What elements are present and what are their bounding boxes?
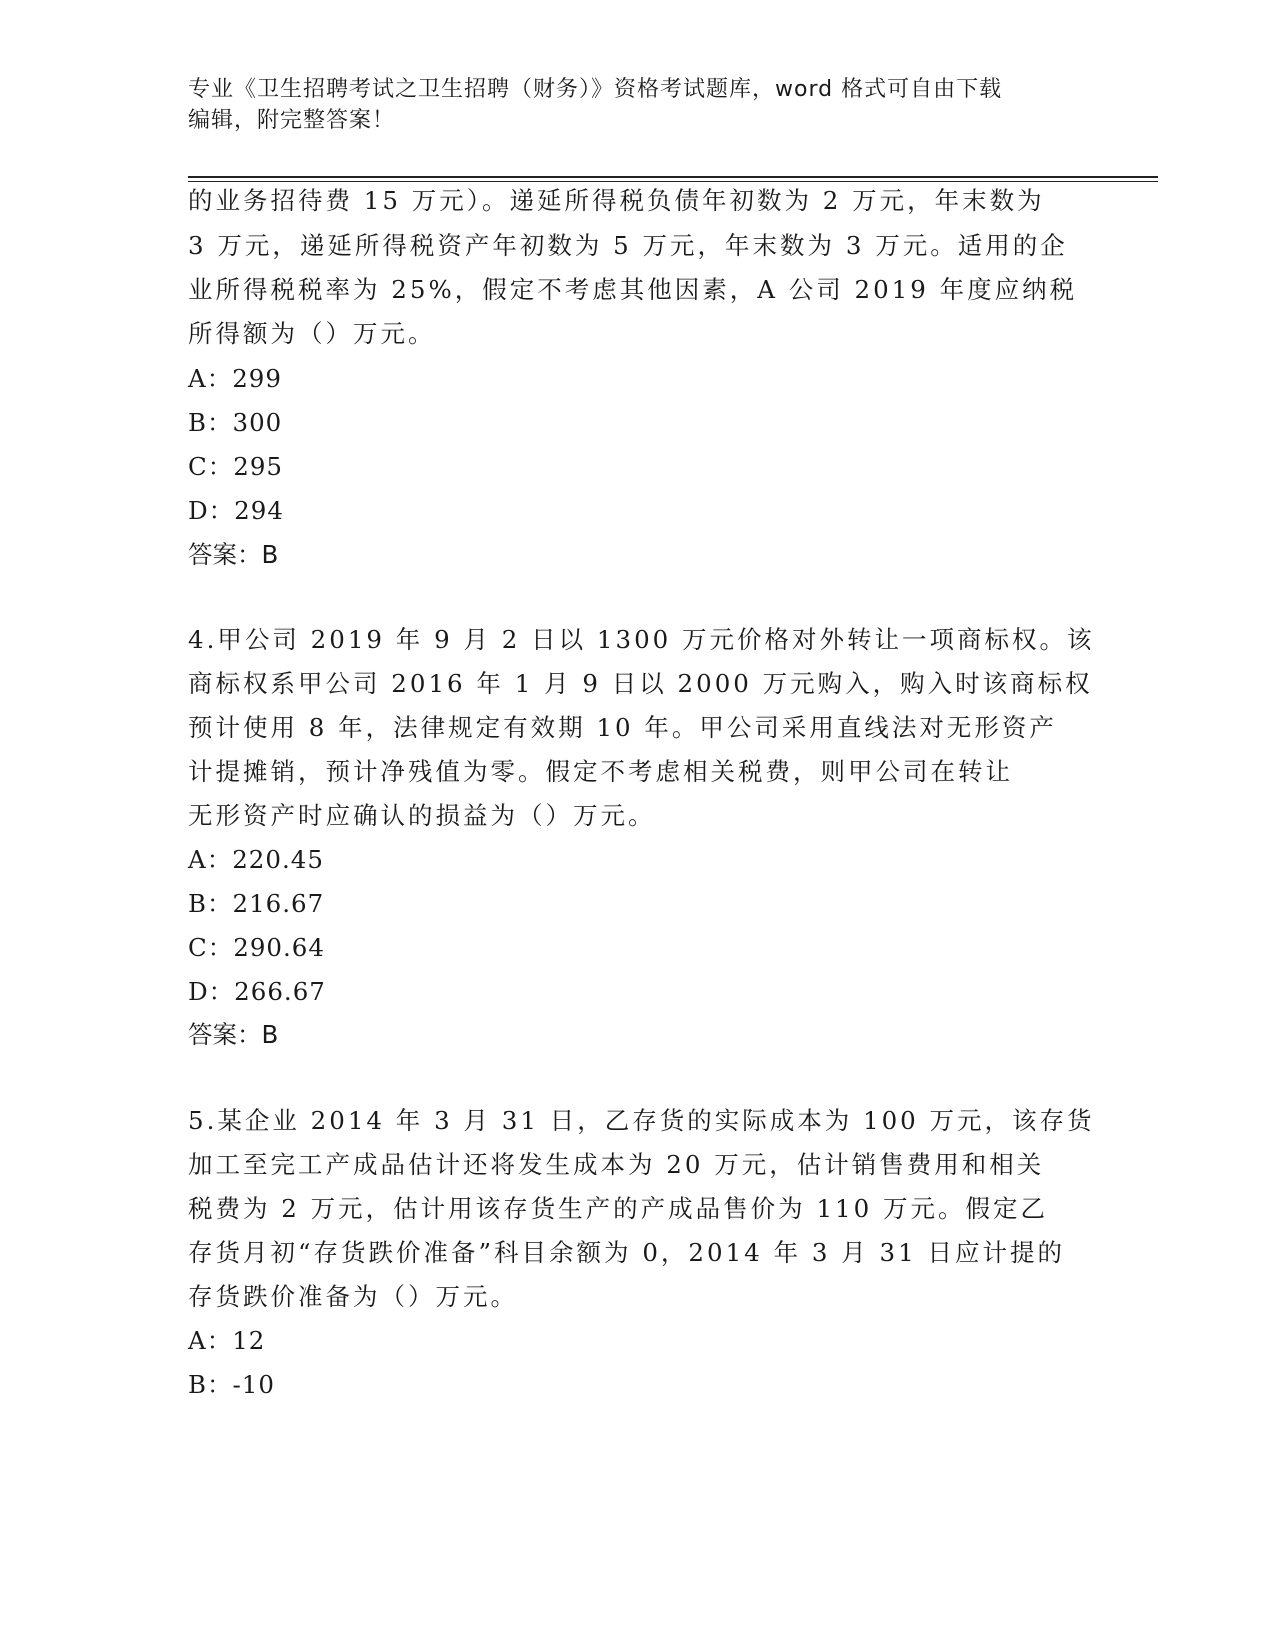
q5-stem-line-5: 存货跌价准备为（）万元。 bbox=[188, 1282, 518, 1311]
q4-option-c: C：290.64 bbox=[188, 933, 325, 962]
q4-answer: 答案：B bbox=[188, 1020, 279, 1049]
q5-option-b: B：-10 bbox=[188, 1370, 275, 1399]
q3-stem-line-2: 3 万元，递延所得税资产年初数为 5 万元，年末数为 3 万元。适用的企 bbox=[188, 231, 1068, 260]
q5-stem-line-4: 存货月初“存货跌价准备”科目余额为 0，2014 年 3 月 31 日应计提的 bbox=[188, 1238, 1065, 1267]
q5-stem-line-1: 5.某企业 2014 年 3 月 31 日，乙存货的实际成本为 100 万元，该存货 bbox=[188, 1106, 1095, 1135]
q4-option-d: D：266.67 bbox=[188, 977, 326, 1006]
q3-option-b: B：300 bbox=[188, 408, 283, 437]
q4-option-a: A：220.45 bbox=[188, 845, 324, 874]
q3-stem-line-4: 所得额为（）万元。 bbox=[188, 319, 436, 348]
q5-stem-line-2: 加工至完工产成品估计还将发生成本为 20 万元，估计销售费用和相关 bbox=[188, 1150, 1045, 1179]
q3-option-a: A：299 bbox=[188, 364, 282, 393]
q3-stem-line-3: 业所得税税率为 25%，假定不考虑其他因素，A 公司 2019 年度应纳税 bbox=[188, 275, 1078, 304]
q4-stem-line-3: 预计使用 8 年，法律规定有效期 10 年。甲公司采用直线法对无形资产 bbox=[188, 713, 1057, 742]
q4-stem-line-2: 商标权系甲公司 2016 年 1 月 9 日以 2000 万元购入，购入时该商标权 bbox=[188, 669, 1093, 698]
q4-stem-line-5: 无形资产时应确认的损益为（）万元。 bbox=[188, 801, 656, 830]
header-line-2: 编辑，附完整答案！ bbox=[188, 108, 396, 133]
q5-stem-line-3: 税费为 2 万元，估计用该存货生产的产成品售价为 110 万元。假定乙 bbox=[188, 1194, 1048, 1223]
q3-stem-line-1: 的业务招待费 15 万元）。递延所得税负债年初数为 2 万元，年末数为 bbox=[188, 186, 1045, 215]
q4-stem-line-4: 计提摊销，预计净残值为零。假定不考虑相关税费，则甲公司在转让 bbox=[188, 757, 1013, 786]
header-line-1: 专业《卫生招聘考试之卫生招聘（财务）》资格考试题库，word 格式可自由下载 bbox=[188, 77, 1003, 102]
header-divider-thick bbox=[188, 176, 1158, 178]
header-divider-thin bbox=[188, 181, 1158, 182]
document-header bbox=[188, 74, 1088, 136]
q4-option-b: B：216.67 bbox=[188, 889, 325, 918]
q3-option-c: C：295 bbox=[188, 452, 284, 481]
q5-option-a: A：12 bbox=[188, 1326, 266, 1355]
q3-option-d: D：294 bbox=[188, 496, 284, 525]
q3-answer: 答案：B bbox=[188, 540, 279, 569]
q4-stem-line-1: 4.甲公司 2019 年 9 月 2 日以 1300 万元价格对外转让一项商标权。该 bbox=[188, 625, 1095, 654]
